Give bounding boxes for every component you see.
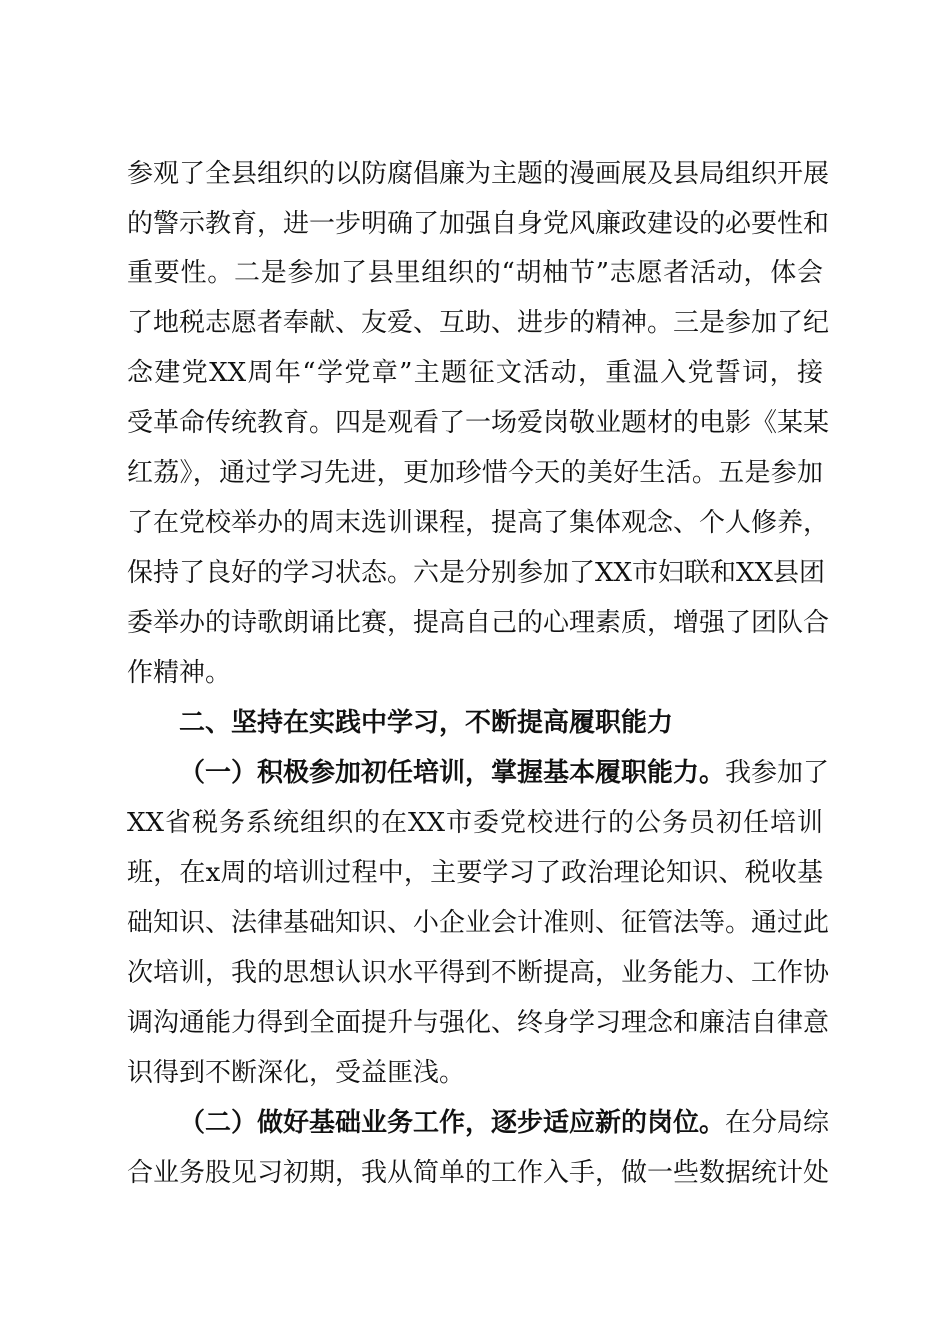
paragraph-line: 受革命传统教育。四是观看了一场爱岗敬业题材的电影《某某 [127, 408, 830, 438]
paragraph-line: 识得到不断深化，受益匪浅。 [127, 1058, 466, 1088]
subsection-first-line-text: 我参加了 [725, 758, 830, 788]
paragraph-line: 的警示教育，进一步明确了加强自身党风廉政建设的必要性和 [127, 209, 830, 239]
paragraph-line: 班，在x周的培训过程中，主要学习了政治理论知识、税收基 [127, 858, 823, 888]
subsection-lead: （一）积极参加初任培训，掌握基本履职能力。 [179, 758, 726, 788]
paragraph-line: 保持了良好的学习状态。六是分别参加了XX市妇联和XX县团 [127, 558, 826, 588]
paragraph-line: 了在党校举办的周末选训课程，提高了集体观念、个人修养， [127, 508, 830, 538]
paragraph-line: 作精神。 [127, 658, 232, 688]
paragraph-line: 础知识、法律基础知识、小企业会计准则、征管法等。通过此 [127, 908, 830, 938]
section-heading: 二、坚持在实践中学习，不断提高履职能力 [179, 708, 674, 738]
paragraph-line: 合业务股见习初期，我从简单的工作入手，做一些数据统计处 [127, 1158, 830, 1188]
paragraph-line: 参观了全县组织的以防腐倡廉为主题的漫画展及县局组织开展 [127, 159, 830, 189]
paragraph-line: 调沟通能力得到全面提升与强化、终身学习理念和廉洁自律意 [127, 1008, 830, 1038]
subsection-first-line [179, 755, 830, 791]
paragraph-line: 重要性。二是参加了县里组织的“胡柚节”志愿者活动，体会 [127, 258, 823, 288]
paragraph-line: 次培训，我的思想认识水平得到不断提高，业务能力、工作协 [127, 958, 830, 988]
subsection-lead: （二）做好基础业务工作，逐步适应新的岗位。 [179, 1108, 726, 1138]
paragraph-line: XX省税务系统组织的在XX市委党校进行的公务员初任培训 [127, 808, 823, 838]
subsection-first-line [179, 1105, 830, 1141]
subsection-first-line-text: 在分局综 [725, 1108, 830, 1138]
paragraph-line: 了地税志愿者奉献、友爱、互助、进步的精神。三是参加了纪 [127, 308, 830, 338]
paragraph-line: 念建党XX周年“学党章”主题征文活动，重温入党誓词，接 [127, 358, 823, 388]
paragraph-line: 红荔》，通过学习先进，更加珍惜今天的美好生活。五是参加 [127, 458, 823, 488]
paragraph-line: 委举办的诗歌朗诵比赛，提高自己的心理素质，增强了团队合 [127, 608, 830, 638]
